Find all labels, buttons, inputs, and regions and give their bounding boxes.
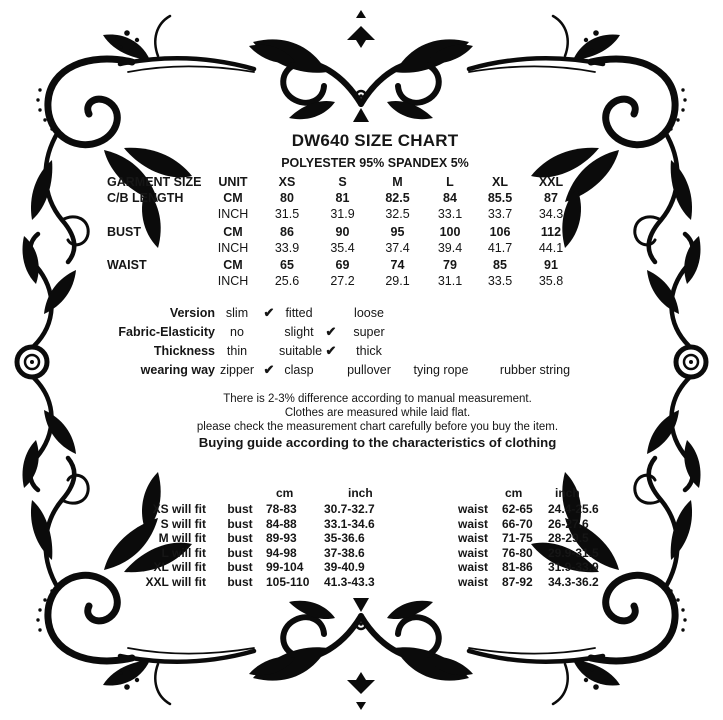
value-cell: 31.1 [437, 274, 463, 288]
right-edge-rose-ornament [647, 234, 706, 490]
value-cell: 31.9 [330, 207, 355, 221]
page-title: DW640 SIZE CHART [291, 131, 459, 150]
fit-inch-range: 31.9-33.9 [548, 559, 599, 574]
row-label: WAIST [107, 258, 147, 272]
check-icon: ✔ [263, 304, 275, 320]
value-cell: 85.5 [487, 191, 513, 205]
col-xs: XS [278, 175, 296, 189]
bottom-center-ornament [249, 598, 473, 710]
fit-part-label: waist [458, 559, 489, 574]
attr-label: Thickness [153, 343, 215, 358]
waist-fit-row-xs [458, 501, 638, 516]
waist-cm-header: cm [505, 485, 523, 500]
value-cell: 65 [280, 258, 294, 272]
fit-part-label: bust [227, 574, 253, 589]
attr-option: thin [226, 343, 248, 358]
col-m: M [392, 175, 403, 189]
value-cell: 41.7 [487, 241, 513, 255]
bust-fit-row-xs [126, 501, 414, 516]
waist-fit-row-xl [458, 559, 638, 574]
value-cell: 25.6 [274, 274, 300, 288]
value-cell: 86 [280, 225, 294, 239]
fit-part-label: bust [227, 545, 253, 560]
fit-part-label: waist [458, 501, 489, 516]
value-cell: 33.9 [274, 241, 300, 255]
bust-fit-row-xxl [126, 574, 414, 589]
attr-option: suitable [279, 343, 323, 358]
attr-row-elasticity [75, 322, 587, 341]
attr-option: no [230, 324, 244, 339]
col-l: L [446, 175, 454, 189]
attr-label: Fabric-Elasticity [118, 324, 215, 339]
fit-cm-range: 71-75 [502, 530, 533, 545]
attr-row-wearing-way [75, 360, 587, 379]
fit-inch-range: 30.7-32.7 [324, 501, 375, 516]
value-cell: 81 [335, 191, 350, 205]
value-cell: 95 [390, 225, 405, 239]
row-label: BUST [107, 225, 142, 239]
bust-fit-header-row [126, 485, 438, 500]
value-cell: 91 [544, 258, 558, 272]
fit-cm-range: 76-80 [502, 545, 533, 560]
fit-inch-range: 34.3-36.2 [548, 574, 599, 589]
bust-fit-row-l [126, 545, 414, 560]
col-s: S [338, 175, 347, 189]
attr-option: slim [225, 305, 249, 320]
bust-cm-header: cm [276, 485, 294, 500]
value-cell: 32.5 [385, 207, 410, 221]
bust-fit-row-m [126, 530, 414, 545]
fit-size-label: XXL will fit [145, 574, 206, 589]
bust-fit-row-s [126, 516, 414, 531]
fit-inch-range: 26-27.6 [548, 516, 589, 531]
fit-size-label: L will fit [161, 545, 206, 560]
fit-size-label: M will fit [158, 530, 206, 545]
left-edge-rose-ornament [17, 234, 76, 490]
fit-inch-range: 24.4-25.6 [548, 501, 599, 516]
value-cell: 35.4 [330, 241, 355, 255]
value-cell: 69 [335, 258, 350, 272]
attr-option: pullover [347, 362, 391, 377]
attr-option: slight [284, 324, 314, 339]
attr-option: zipper [219, 362, 255, 377]
col-xxl: XXL [538, 175, 564, 189]
value-cell: 82.5 [385, 191, 410, 205]
value-cell: 33.7 [487, 207, 513, 221]
row-bust-cm [107, 224, 577, 240]
value-cell: 80 [280, 191, 294, 205]
value-cell: 44.1 [538, 241, 564, 255]
fit-part-label: waist [458, 516, 489, 531]
unit-cell: INCH [217, 241, 249, 255]
bust-inch-header: inch [348, 485, 373, 500]
fit-cm-range: 84-88 [266, 516, 297, 531]
waist-fit-row-xxl [458, 574, 638, 589]
col-garment-size: GARMENT SIZE [107, 175, 202, 189]
fit-inch-range: 41.3-43.3 [324, 574, 375, 589]
fit-cm-range: 66-70 [502, 516, 533, 531]
unit-cell: CM [223, 258, 243, 272]
fit-part-label: waist [458, 545, 489, 560]
top-center-ornament [249, 10, 473, 122]
check-icon: ✔ [263, 361, 275, 377]
unit-cell: CM [223, 191, 243, 205]
value-cell: 35.8 [538, 274, 564, 288]
value-cell: 33.5 [487, 274, 513, 288]
fit-size-label: S will fit [160, 516, 206, 531]
attr-option: super [353, 324, 385, 339]
fit-size-label: XS will fit [152, 501, 206, 516]
fit-inch-range: 35-36.6 [324, 530, 365, 545]
fit-cm-range: 89-93 [266, 530, 297, 545]
value-cell: 100 [439, 225, 461, 239]
value-cell: 34.3 [538, 207, 564, 221]
value-cell: 27.2 [330, 274, 355, 288]
row-waist-inch [107, 273, 577, 289]
waist-fit-row-m [458, 530, 638, 545]
fit-inch-range: 33.1-34.6 [324, 516, 375, 531]
value-cell: 87 [544, 191, 558, 205]
attr-option: thick [356, 343, 382, 358]
fit-cm-range: 87-92 [502, 574, 533, 589]
row-cb-length-inch [107, 206, 577, 222]
fit-part-label: bust [227, 530, 253, 545]
fit-cm-range: 78-83 [266, 501, 297, 516]
row-label: C/B LENGTH [107, 191, 184, 205]
value-cell: 84 [443, 191, 457, 205]
fit-cm-range: 99-104 [266, 559, 304, 574]
fit-size-label: XL will fit [153, 559, 206, 574]
col-xl: XL [492, 175, 508, 189]
value-cell: 85 [493, 258, 507, 272]
value-cell: 37.4 [385, 241, 410, 255]
row-cb-length-cm [107, 190, 577, 206]
unit-cell: CM [223, 225, 243, 239]
value-cell: 39.4 [437, 241, 463, 255]
value-cell: 112 [540, 225, 562, 239]
attr-option: loose [354, 305, 384, 320]
fit-cm-range: 94-98 [266, 545, 297, 560]
fit-inch-range: 37-38.6 [324, 545, 365, 560]
attr-option: tying rope [413, 362, 469, 377]
check-icon: ✔ [325, 323, 337, 339]
fit-cm-range: 105-110 [266, 574, 310, 589]
attr-label: wearing way [140, 362, 215, 377]
row-bust-inch [107, 240, 577, 256]
fit-inch-range: 39-40.9 [324, 559, 365, 574]
value-cell: 74 [390, 258, 405, 272]
fabric-composition: POLYESTER 95% SPANDEX 5% [281, 156, 469, 170]
fit-part-label: bust [227, 559, 253, 574]
note-laid-flat: Clothes are measured while laid flat. [284, 407, 471, 419]
fit-part-label: waist [458, 530, 489, 545]
size-table-header-row [107, 174, 577, 190]
col-unit: UNIT [218, 175, 248, 189]
fit-part-label: waist [458, 574, 489, 589]
value-cell: 33.1 [437, 207, 463, 221]
note-measurement-difference: There is 2-3% difference according to manual measurement. [223, 393, 532, 405]
note-check-chart: please check the measurement chart carefully before you buy the item. [196, 421, 559, 433]
value-cell: 90 [335, 225, 350, 239]
row-waist-cm [107, 257, 577, 273]
fit-cm-range: 62-65 [502, 501, 533, 516]
waist-fit-header-row [458, 485, 645, 500]
buying-guide-heading: Buying guide according to the characteristics of clothing [198, 435, 557, 450]
check-icon: ✔ [325, 342, 337, 358]
attr-option: clasp [284, 362, 314, 377]
fit-part-label: bust [227, 501, 253, 516]
attr-option: rubber string [499, 362, 571, 377]
value-cell: 106 [489, 225, 511, 239]
bust-fit-row-xl [126, 559, 414, 574]
attr-row-thickness [75, 341, 587, 360]
fit-cm-range: 81-86 [502, 559, 533, 574]
fit-inch-range: 29.9-31.5 [548, 545, 599, 560]
value-cell: 79 [443, 258, 457, 272]
attr-row-version [75, 303, 587, 322]
attr-label: Version [169, 305, 215, 320]
fit-part-label: bust [227, 516, 253, 531]
value-cell: 31.5 [274, 207, 300, 221]
waist-fit-row-s [458, 516, 638, 531]
unit-cell: INCH [217, 207, 249, 221]
fit-inch-range: 28-29.5 [548, 530, 589, 545]
value-cell: 29.1 [385, 274, 410, 288]
unit-cell: INCH [217, 274, 249, 288]
attr-option: fitted [285, 305, 313, 320]
waist-fit-row-l [458, 545, 638, 560]
waist-inch-header: inch [555, 485, 580, 500]
